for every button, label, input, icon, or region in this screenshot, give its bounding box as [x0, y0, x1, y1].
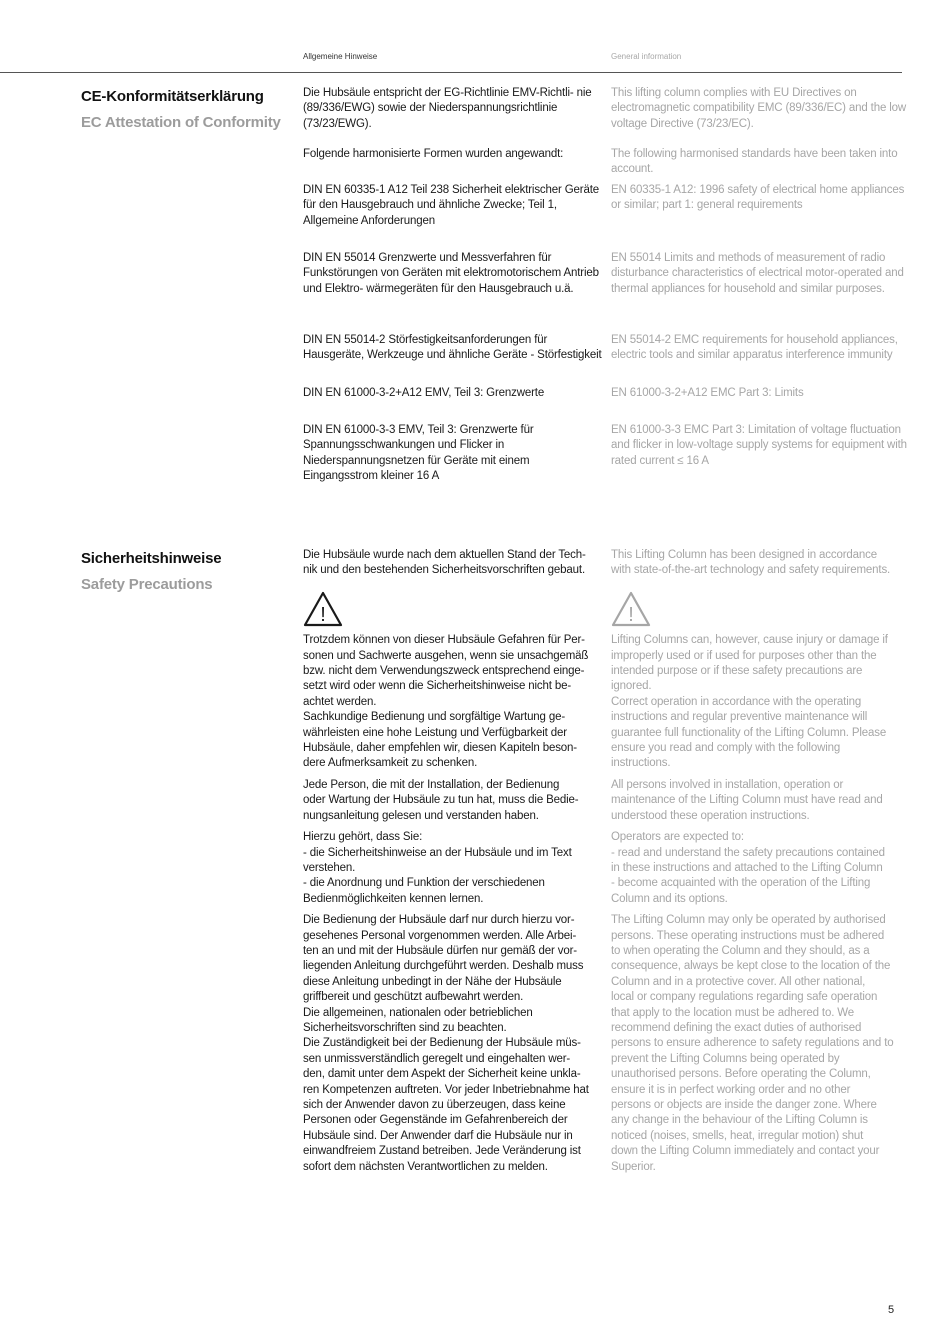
ce-de-en61000-3-3: DIN EN 61000-3-3 EMV, Teil 3: Grenzwerte für Spannungsschwankungen und Flicker in Niederspannungsnetzen für Geräte mit einem Eingangsstrom kleiner 16 A [303, 424, 534, 483]
ce-de-en55014: DIN EN 55014 Grenzwerte und Messverfahren für Funkstörungen von Geräten mit elektromotorischem Antrieb und Elektro- wärmegeräten für den Hausgebrauch u.ä. [303, 252, 599, 295]
section-title-ce-en: EC Attestation of Conformity [81, 114, 281, 131]
svg-text:!: ! [628, 603, 634, 626]
safety-en-column [611, 548, 911, 1175]
ce-de-en61000-3-2: DIN EN 61000-3-2+A12 EMV, Teil 3: Grenzwerte [303, 387, 545, 399]
ce-en-en55014: EN 55014 Limits and methods of measurement of radio disturbance characteristics of electrical motor-operated and thermal appliances for household and similar purposes. [611, 252, 904, 295]
safety-de-p3: Hierzu gehört, dass Sie: - die Sicherheitshinweise an der Hubsäule und im Text verstehen. - die Anordnung und Funktion der verschiedenen Bedienmöglichkeiten kennen lernen. [303, 831, 572, 905]
ce-en-en61000-3-3: EN 61000-3-3 EMC Part 3: Limitation of voltage fluctuation and flicker in low-voltage supply systems for equipment with rated current ≤ 16 A [611, 424, 907, 467]
svg-text:!: ! [320, 603, 326, 626]
section-title-safety-en: Safety Precautions [81, 576, 213, 593]
header-rule [0, 72, 902, 73]
safety-en-p2: All persons involved in installation, operation or maintenance of the Lifting Column must have read and understood these operation instructions. [611, 778, 883, 822]
running-header-de: Allgemeine Hinweise [303, 52, 378, 61]
ce-en-en60335: EN 60335-1 A12: 1996 safety of electrical home appliances or similar; part 1: general requirements [611, 184, 905, 212]
running-header-en: General information [611, 52, 682, 61]
safety-de-p1: Trotzdem können von dieser Hubsäule Gefahren für Per- sonen und Sachwerte ausgehen, wenn sie unsachgemäß bzw. nicht dem Verwendungszweck entsprechend einge- setzt wird oder wenn die Sicherheitshinweise nicht be- achtet werden. Sachkundige Bedienung und sorgfältige Wartung ge- währleisten eine hohe Leistung und Verfügbarkeit der Hubsäule, daher empfehlen wir, diesen Kapiteln beson- dere Aufmerksamkeit zu schenken. [303, 634, 589, 770]
safety-de-p2: Jede Person, die mit der Installation, der Bedienung oder Wartung der Hubsäule zu tun hat, muss die Bedie- nungsanleitung gelesen und verstanden haben. [303, 778, 579, 822]
ce-de-harmonised: Folgende harmonisierte Formen wurden angewandt: [303, 148, 564, 160]
safety-de-intro: Die Hubsäule wurde nach dem aktuellen Stand der Tech- nik und den bestehenden Sicherheitsvorschriften gebaut. [303, 549, 586, 577]
safety-de-column [303, 548, 603, 1175]
warning-triangle-icon [611, 591, 651, 627]
safety-en-intro: This Lifting Column has been designed in accordance with state-of-the-art technology and safety requirements. [611, 549, 891, 577]
safety-en-p3: Operators are expected to: - read and understand the safety precautions contained in these instructions and attached to the Lifting Column - become acquainted with the operation of the Lifting Column and its options. [611, 831, 885, 905]
safety-de-p4: Die Bedienung der Hubsäule darf nur durch hierzu vor- gesehenes Personal vorgenommen werden. Alle Arbei- ten an und mit der Hubsäule dürfen nur gemäß der vor- liegenden Anleitung durchgeführt werden. Deshalb muss diese Anleitung unbedingt in der Nähe der Hubsäule griffbereit und geschützt aufbewahrt werden. Die allgemeinen, nationalen oder betrieblichen Sicherheitsvorschriften sind zu beachten. Die Zuständigkeit bei der Bedienung der Hubsäule müs- sen unmissverständlich geregelt und eingehalten wer- den, damit unter dem Aspekt der Sicherheit keine unkla- ren Kompetenzen auftreten. Vor jeder Inbetriebnahme hat sich der Anwender davon zu überzeugen, dass keine Personen oder Gegenstände im Gefahrenbereich der Hubsäule sind. Der Anwender darf die Hubsäule nur in einwandfreiem Zustand betreiben. Jede Veränderung ist sofort dem nächsten Verantwortlichen zu melden. [303, 914, 589, 1173]
page-number: 5 [888, 1304, 895, 1316]
ce-en-en61000-3-2: EN 61000-3-2+A12 EMC Part 3: Limits [611, 387, 804, 399]
safety-en-p4: The Lifting Column may only be operated by authorised persons. These operating instructions must be adhered to when operating the Column and they should, as a consequence, always be kept close to the location of the Column and in a protective cover. All other national, local or company regulations regarding safe operation that apply to the location must be adhered to. We recommend defining the exact duties of authorised persons to ensure adherence to safety regulations and to prevent the Lifting Columns being operated by unauthorised persons. Before operating the Column, ensure it is in perfect working order and no other persons or objects are inside the danger zone. Where any change in the behaviour of the Lifting Column is noticed (noises, smells, heat, irregular motion) shut down the Lifting Column immediately and contact your Superior. [611, 914, 894, 1173]
warning-triangle-icon [303, 591, 343, 627]
ce-de-en60335: DIN EN 60335-1 A12 Teil 238 Sicherheit elektrischer Geräte für den Hausgebrauch und ähnliche Zwecke; Teil 1, Allgemeine Anforderungen [303, 184, 599, 227]
ce-en-en55014-2: EN 55014-2 EMC requirements for household appliances, electric tools and similar apparatus interference immunity [611, 334, 898, 362]
safety-en-p1: Lifting Columns can, however, cause injury or damage if improperly used or if used for purposes other than the intended purpose or if these safety precautions are ignored. Correct operation in accordance with the operating instructions and regular preventive maintenance will guarantee full functionality of the Lifting Column. Please ensure you read and comply with the following instructions. [611, 634, 888, 770]
ce-de-intro: Die Hubsäule entspricht der EG-Richtlinie EMV-Richtli- nie (89/336/EWG) sowie der Niederspannungsrichtlinie (73/23/EWG). [303, 87, 592, 130]
ce-en-intro: This lifting column complies with EU Directives on electromagnetic compatibility EMC (89/336/EC) and the low voltage Directive (73/23/EC). [611, 87, 907, 130]
section-title-safety-de: Sicherheitshinweise [81, 550, 222, 567]
section-title-ce-de: CE-Konformitätserklärung [81, 88, 264, 105]
ce-en-harmonised: The following harmonised standards have been taken into account. [611, 148, 898, 176]
ce-de-en55014-2: DIN EN 55014-2 Störfestigkeitsanforderungen für Hausgeräte, Werkzeuge und ähnliche Geräte - Störfestigkeit [303, 334, 602, 362]
